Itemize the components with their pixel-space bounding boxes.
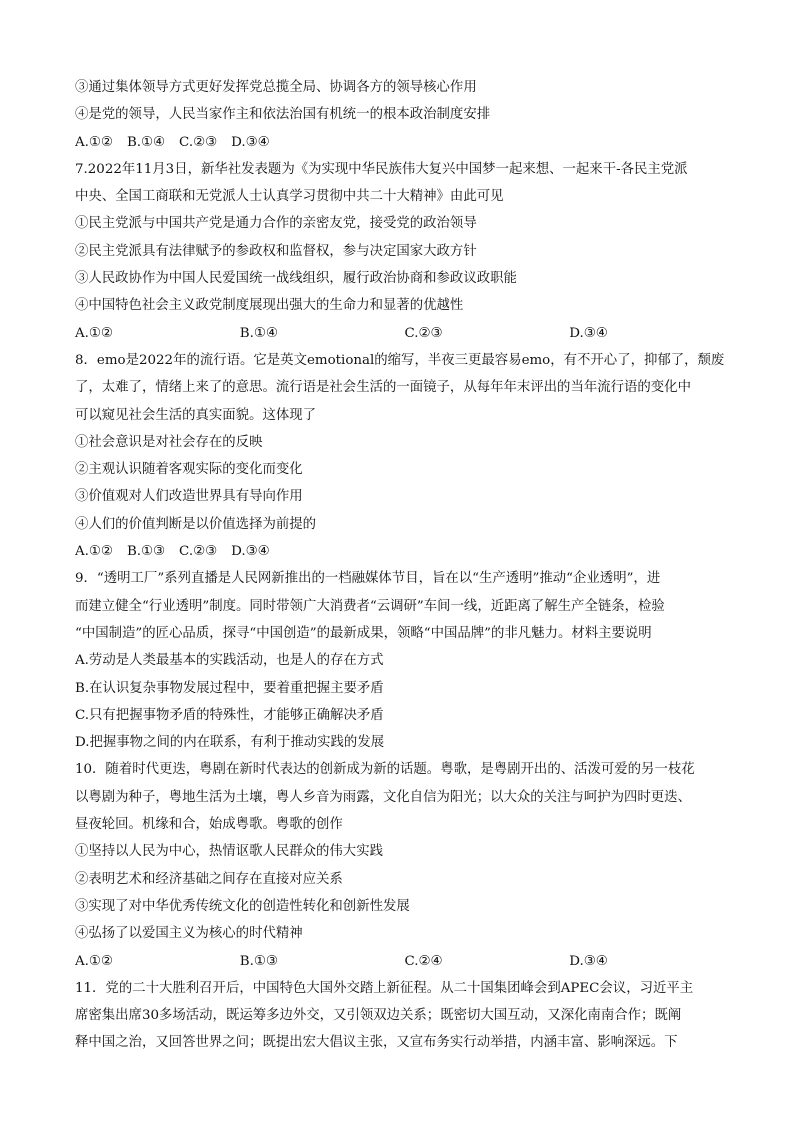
question-stem: 席密集出席30多场活动，既运筹多边外交，又引领双边关系；既密切大国互动，又深化南南合作；既阐 bbox=[75, 1008, 682, 1024]
statement-3: ③人民政协作为中国人民爱国统一战线组织，履行政治协商和参政议政职能 bbox=[75, 271, 517, 287]
statement-2: ②主观认识随着客观实际的变化而变化 bbox=[75, 462, 303, 478]
question-stem: 7.2022年11月3日，新华社发表题为《为实现中华民族伟大复兴中国梦一起来想、一起来干-各民主党派 bbox=[75, 161, 688, 177]
question-stem: 释中国之治，又回答世界之问；既提出宏大倡议主张，又宣布务实行动举措，内涵丰富、影响深远。下 bbox=[75, 1035, 678, 1051]
question-9 bbox=[75, 565, 734, 756]
option-c: C.只有把握事物矛盾的特殊性，才能够正确解决矛盾 bbox=[75, 707, 384, 723]
option-c: C.②④ bbox=[404, 953, 443, 969]
option-c: C.②③ bbox=[404, 325, 443, 341]
option-a: A.①② bbox=[75, 325, 113, 341]
option-b: B.①④ bbox=[239, 325, 278, 341]
question-8 bbox=[75, 347, 734, 565]
option-c: C.②③ bbox=[179, 544, 218, 560]
question-stem: 昼夜轮回。机缘和合，始成粤歌。粤歌的创作 bbox=[75, 817, 343, 833]
option-a: A.①② bbox=[75, 953, 113, 969]
statement-1: ①社会意识是对社会存在的反映 bbox=[75, 434, 263, 450]
question-7 bbox=[75, 156, 734, 347]
question-stem: “中国制造”的匠心品质，探寻“中国创造”的最新成果，领略“中国品牌”的非凡魅力。材料主要说明 bbox=[75, 625, 652, 641]
question-stem: 以粤剧为种子，粤地生活为土壤，粤人乡音为雨露，文化自信为阳光；以大众的关注与呵护为四时更迭、 bbox=[75, 789, 691, 805]
question-stem: 8．emo是2022年的流行语。它是英文emotional的缩写，半夜三更最容易emo，有不开心了，抑郁了，颓废 bbox=[75, 352, 725, 368]
option-d: D.③④ bbox=[231, 134, 270, 150]
option-a: A.①② bbox=[75, 134, 113, 150]
statement-3: ③通过集体领导方式更好发挥党总揽全局、协调各方的领导核心作用 bbox=[75, 80, 477, 95]
option-d: D.把握事物之间的内在联系，有利于推动实践的发展 bbox=[75, 735, 385, 751]
option-d: D.③④ bbox=[569, 325, 608, 341]
question-stem: 11．党的二十大胜利召开后，中国特色大国外交踏上新征程。从二十国集团峰会到APEC会议，习近平主 bbox=[75, 980, 694, 996]
option-c: C.②③ bbox=[179, 134, 218, 150]
option-b: B.①③ bbox=[126, 544, 166, 560]
answer-options bbox=[75, 129, 734, 156]
answer-options bbox=[75, 538, 734, 565]
question-6-tail bbox=[75, 74, 734, 156]
statement-4: ④中国特色社会主义政党制度展现出强大的生命力和显著的优越性 bbox=[75, 298, 464, 314]
statement-4: ④是党的领导，人民当家作主和依法治国有机统一的根本政治制度安排 bbox=[75, 107, 491, 123]
option-a: A.劳动是人类最基本的实践活动，也是人的存在方式 bbox=[75, 653, 384, 669]
statement-1: ①坚持以人民为中心，热情讴歌人民群众的伟大实践 bbox=[75, 844, 383, 860]
option-b: B.在认识复杂事物发展过程中，要着重把握主要矛盾 bbox=[75, 680, 384, 696]
question-stem: 10．随着时代更迭，粤剧在新时代表达的创新成为新的话题。粤歌，是粤剧开出的、活泼可爱的另一枝花 bbox=[75, 762, 695, 778]
question-stem: 可以窥见社会生活的真实面貌。这体现了 bbox=[75, 407, 317, 423]
question-stem: 中央、全国工商联和无党派人士认真学习贯彻中共二十大精神》由此可见 bbox=[75, 189, 504, 205]
statement-3: ③实现了对中华优秀传统文化的创造性转化和创新性发展 bbox=[75, 898, 410, 914]
question-stem: 了，太难了，情绪上来了的意思。流行语是社会生活的一面镜子，从每年年末评出的当年流行语的变化中 bbox=[75, 380, 691, 396]
statement-2: ②表明艺术和经济基础之间存在直接对应关系 bbox=[75, 871, 343, 887]
statement-4: ④弘扬了以爱国主义为核心的时代精神 bbox=[75, 926, 303, 942]
option-d: D.③④ bbox=[569, 953, 608, 969]
statement-3: ③价值观对人们改造世界具有导向作用 bbox=[75, 489, 303, 505]
option-a: A.①② bbox=[75, 544, 113, 560]
option-b: B.①③ bbox=[239, 953, 278, 969]
question-11 bbox=[75, 975, 734, 1057]
statement-2: ②民主党派具有法律赋予的参政权和监督权，参与决定国家大政方针 bbox=[75, 243, 477, 259]
option-d: D.③④ bbox=[231, 544, 270, 560]
question-stem: 而建立健全“行业透明”制度。同时带领广大消费者“云调研”车间一线，近距离了解生产全链条，检验 bbox=[75, 598, 665, 614]
answer-options bbox=[75, 320, 734, 347]
question-10 bbox=[75, 756, 734, 974]
answer-options bbox=[75, 948, 734, 975]
statement-4: ④人们的价值判断是以价值选择为前提的 bbox=[75, 516, 317, 532]
question-stem: 9．“透明工厂”系列直播是人民网新推出的一档融媒体节目，旨在以“生产透明”推动“企业透明”，进 bbox=[75, 571, 661, 587]
option-b: B.①④ bbox=[126, 134, 166, 150]
statement-1: ①民主党派与中国共产党是通力合作的亲密友党，接受党的政治领导 bbox=[75, 216, 477, 232]
